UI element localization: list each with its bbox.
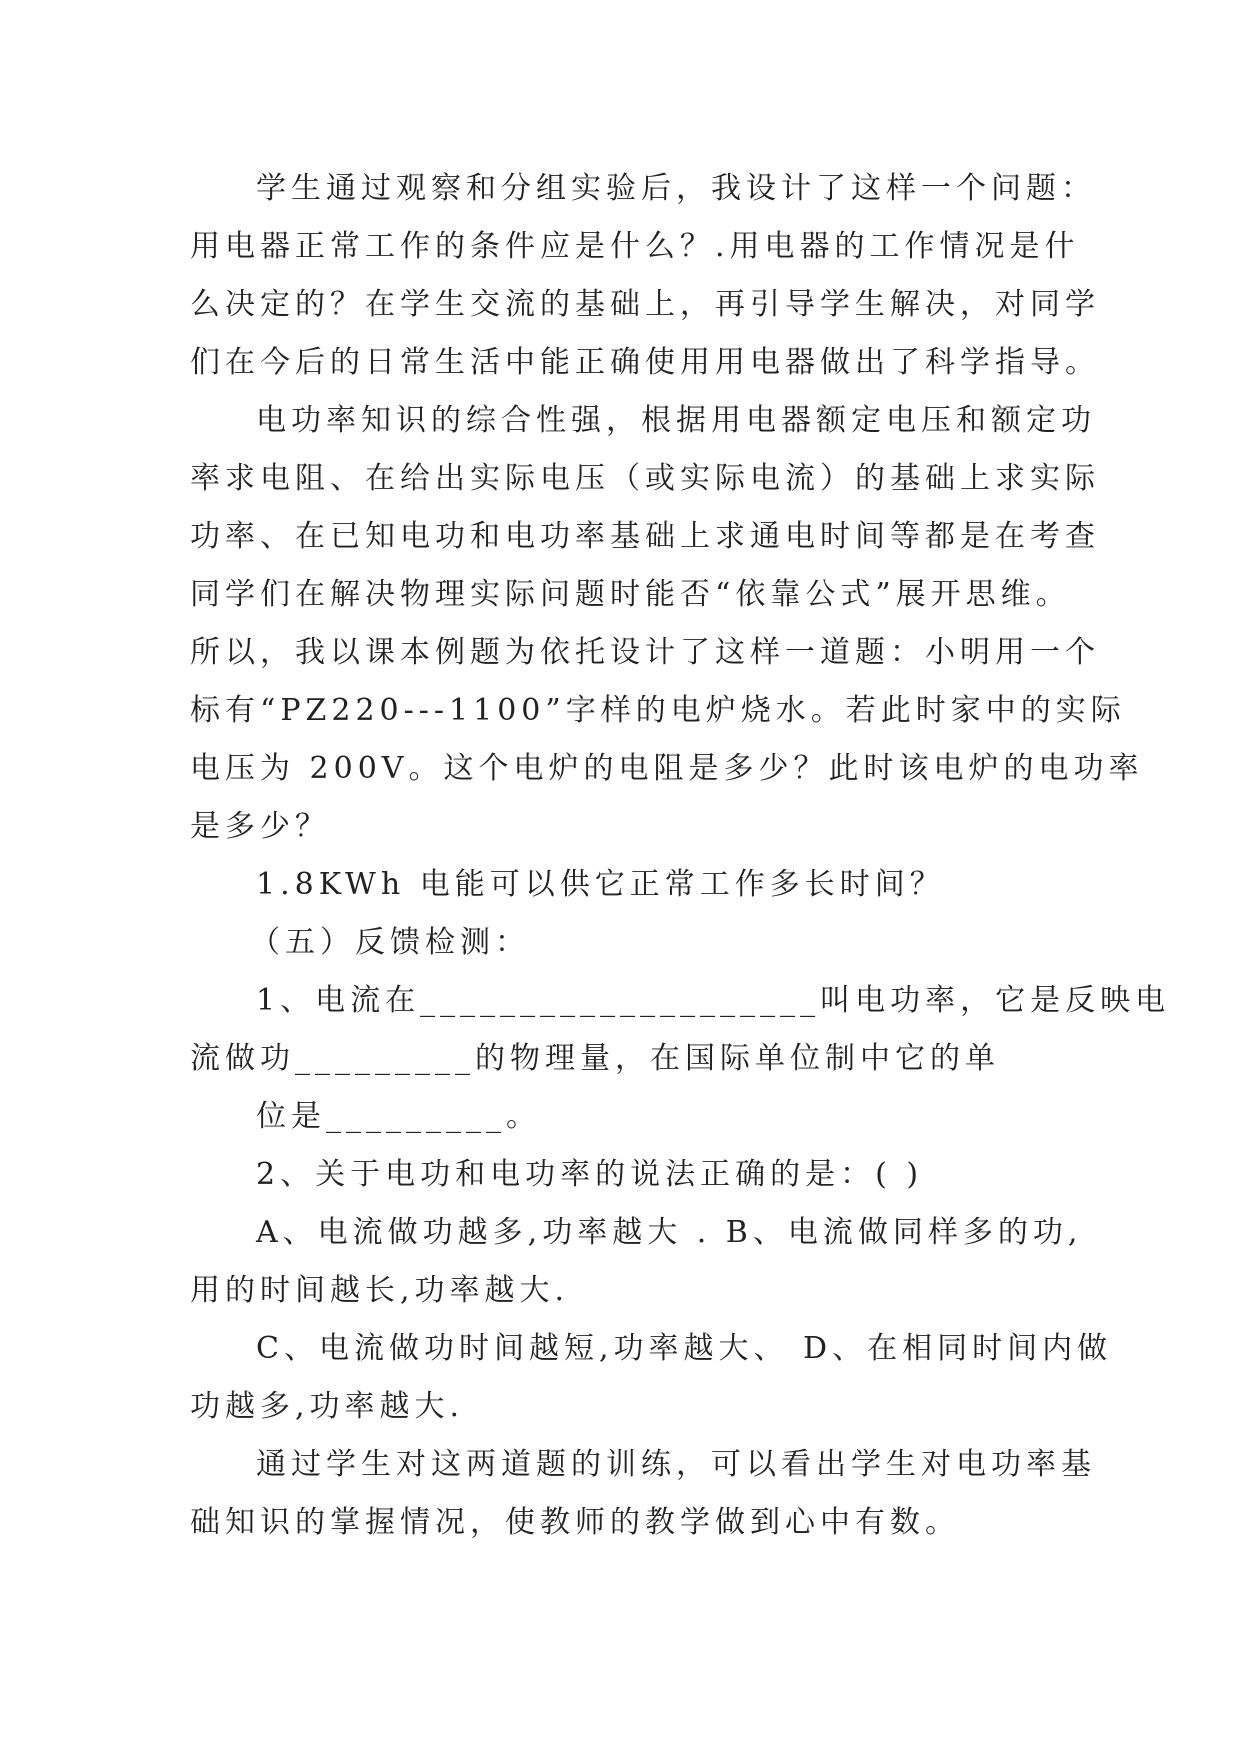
text-line: 电压为 200V。这个电炉的电阻是多少？此时该电炉的电功率 [190, 751, 1144, 786]
text-line: 是多少？ [190, 809, 330, 844]
text-line: 电功率知识的综合性强，根据用电器额定电压和额定功 [256, 403, 1096, 438]
text-line: 么决定的？在学生交流的基础上，再引导学生解决，对同学 [190, 287, 1100, 322]
text-line: 功率、在已知电功和电功率基础上求通电时间等都是在考查 [190, 519, 1100, 554]
question-line: 位是_________。 [256, 1099, 541, 1134]
option-line: A、电流做功越多,功率越大 . B、电流做同样多的功, [256, 1215, 1083, 1250]
option-line: 功越多,功率越大. [190, 1389, 465, 1424]
question-line: 1、电流在____________________叫电功率，它是反映电 [256, 983, 1171, 1018]
text-line: 通过学生对这两道题的训练，可以看出学生对电功率基 [256, 1447, 1096, 1482]
question-line: 流做功_________的物理量，在国际单位制中它的单 [190, 1041, 1000, 1076]
text-line: 同学们在解决物理实际问题时能否“依靠公式”展开思维。 [190, 577, 1071, 612]
option-line: 用的时间越长,功率越大. [190, 1273, 570, 1308]
text-line: 所以，我以课本例题为依托设计了这样一道题：小明用一个 [190, 635, 1100, 670]
text-line: 1.8KWh 电能可以供它正常工作多长时间？ [256, 867, 945, 902]
option-line: C、电流做功时间越短,功率越大、 D、在相同时间内做 [256, 1331, 1113, 1366]
question-line: 2、关于电功和电功率的说法正确的是：( ) [256, 1157, 924, 1192]
text-line: 础知识的掌握情况，使教师的教学做到心中有数。 [190, 1505, 960, 1540]
text-line: 用电器正常工作的条件应是什么？.用电器的工作情况是什 [190, 229, 1080, 264]
section-heading: （五）反馈检测： [250, 925, 530, 960]
text-line: 们在今后的日常生活中能正确使用用电器做出了科学指导。 [190, 345, 1100, 380]
text-line: 学生通过观察和分组实验后，我设计了这样一个问题： [256, 171, 1096, 206]
document-body [190, 160, 1171, 1552]
text-line: 率求电阻、在给出实际电压（或实际电流）的基础上求实际 [190, 461, 1100, 496]
text-line: 标有“PZ220---1100”字样的电炉烧水。若此时家中的实际 [190, 693, 1126, 728]
